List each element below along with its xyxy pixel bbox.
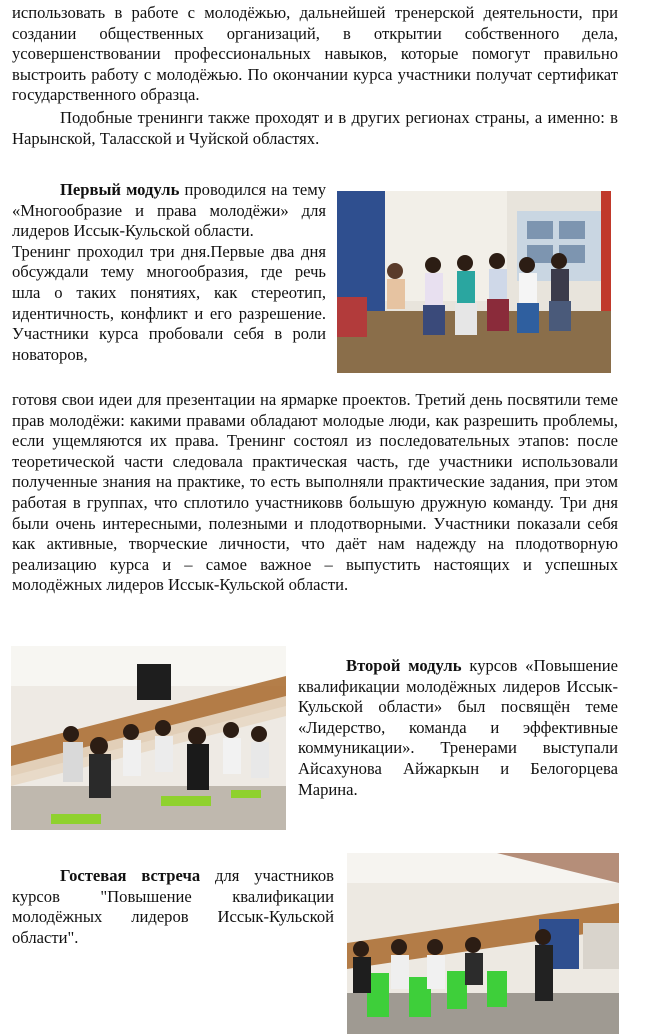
module1-intro: проводился на тему «Многообразие и права молодёжи» для лидеров Иссык-Кульской области. [12,180,326,241]
guest-title: Гостевая встреча [60,866,201,885]
guest-text [12,866,334,948]
guest-meeting-photo [347,853,619,1034]
module2-title: Второй модуль [346,656,462,675]
module2-text [298,656,618,800]
intro-paragraph-1: использовать в работе с молодёжью, дальнейшей тренерской деятельности, при создании общественных организаций, в открытии собственного дела, усовершенствовании профессиональных навыков, которые помогут правильно выстроить работу с молодёжью. По окончании курса участники получат сертификат государственного образца. [12,3,618,105]
module1-body-full: готовя свои идеи для презентации на ярмарке проектов. Третий день посвятили теме прав молодёжи: какими правами обладают молодые люди, как разрешить проблемы, если ущемляются их права. Тренинг состоял из последовательных этапов: после теоретической части следовала практическая часть, где участники использовали полученные знания на практике, то есть выполняли практические задания, при этом работая в группах, что сплотило участниковв большую дружную команду. Три дня были очень интересными, полезными и плодотворными. Участники показали себя как активные, творческие личности, что даёт нам надежду на плодотворную реализацию курса и – самое важное – выпустить настоящих и успешных молодёжных лидеров Иссык-Кульской области. [12,390,618,595]
training-photo-2 [11,646,286,830]
module1-side-text [12,180,326,365]
intro-paragraph-2: Подобные тренинги также проходят и в других регионах страны, а именно: в Нарынской, Таласской и Чуйской областях. [12,108,618,148]
guest-body: для участников курсов "Повышение квалификации молодёжных лидеров Иссык-Кульской области". [12,866,334,947]
training-photo-1 [337,191,611,373]
module2-body: курсов «Повышение квалификации молодёжных лидеров Иссык-Кульской области» был посвящён теме «Лидерство, команда и эффективные коммуникации». Тренерами выступали Айсахунова Айжаркын и Белогорцева Марина. [298,656,618,799]
module1-body-side: Тренинг проходил три дня.Первые два дня обсуждали тему многообразия, где речь шла о таких понятиях, как стереотип, идентичность, конфликт и его разрешение. Участники курса пробовали себя в роли новаторов, [12,241,326,364]
module1-title: Первый модуль [60,180,180,199]
